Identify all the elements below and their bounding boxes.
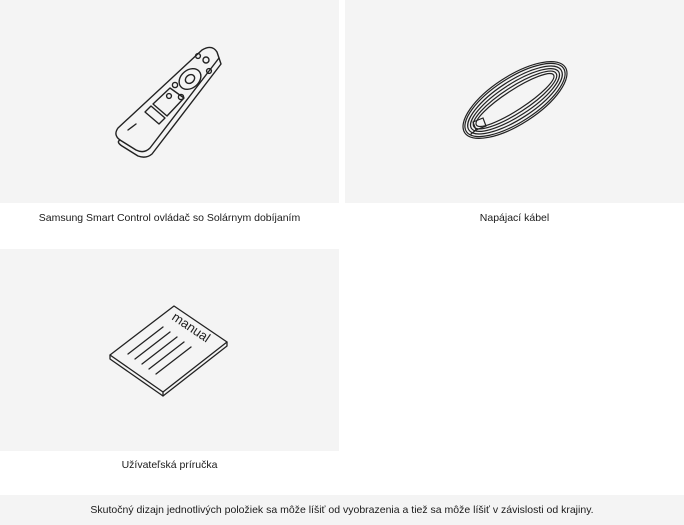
remote-control-icon xyxy=(0,0,339,203)
item-tile-cable xyxy=(345,0,684,203)
item-tile-remote xyxy=(0,0,339,203)
item-label-remote: Samsung Smart Control ovládač so Solárnym dobíjaním xyxy=(38,212,301,224)
user-manual-icon xyxy=(0,249,339,451)
item-label-cable: Napájací kábel xyxy=(479,212,550,224)
power-cable-icon xyxy=(345,0,684,203)
item-tile-manual xyxy=(0,249,339,451)
item-label-manual: Užívateľská príručka xyxy=(121,459,218,471)
disclaimer-text: Skutočný dizajn jednotlivých položiek sa môže líšiť od vyobrazenia a tiež sa môže líšiť v závislosti od krajiny. xyxy=(90,504,594,516)
manual-cover-text: manual xyxy=(169,309,214,346)
